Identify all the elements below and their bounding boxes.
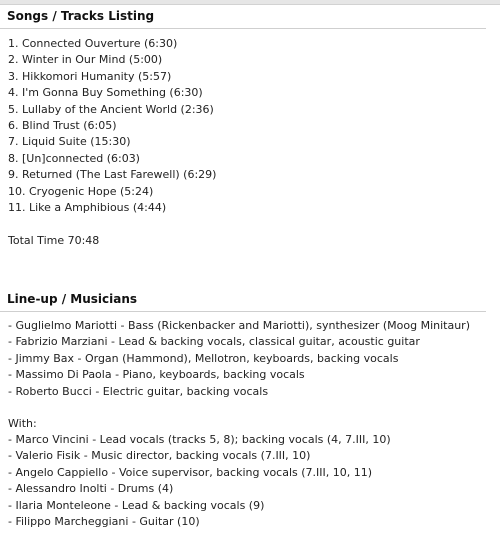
member-item: - Roberto Bucci - Electric guitar, backing vocals — [8, 384, 269, 398]
lineup-section-divider — [0, 311, 486, 312]
tracks-section-title: Songs / Tracks Listing — [7, 9, 155, 23]
track-item: 4. I'm Gonna Buy Something (6:30) — [8, 86, 203, 100]
with-label: With: — [8, 417, 37, 430]
guest-list — [8, 432, 391, 530]
track-item: 2. Winter in Our Mind (5:00) — [8, 53, 163, 67]
track-item: 9. Returned (The Last Farewell) (6:29) — [8, 168, 217, 182]
total-time: Total Time 70:48 — [8, 234, 100, 247]
guest-item: - Filippo Marcheggiani - Guitar (10) — [8, 515, 200, 529]
track-item: 7. Liquid Suite (15:30) — [8, 135, 131, 149]
track-item: 6. Blind Trust (6:05) — [8, 119, 117, 133]
track-item: 1. Connected Ouverture (6:30) — [8, 37, 178, 50]
member-item: - Guglielmo Mariotti - Bass (Rickenbacker and Mariotti), synthesizer (Moog Minitaur) — [8, 319, 470, 332]
member-item: - Jimmy Bax - Organ (Hammond), Mellotron, keyboards, backing vocals — [8, 351, 399, 365]
top-border — [0, 0, 500, 5]
guest-item: - Ilaria Monteleone - Lead & backing vocals (9) — [8, 498, 265, 512]
guest-item: - Marco Vincini - Lead vocals (tracks 5, 8); backing vocals (4, 7.III, 10) — [8, 433, 391, 446]
track-item: 5. Lullaby of the Ancient World (2:36) — [8, 102, 214, 116]
lineup-section-title: Line-up / Musicians — [7, 292, 138, 306]
track-item: 10. Cryogenic Hope (5:24) — [8, 184, 154, 198]
track-item: 11. Like a Amphibious (4:44) — [8, 201, 167, 215]
tracks-section-divider — [0, 28, 486, 29]
guest-item: - Alessandro Inolti - Drums (4) — [8, 482, 174, 496]
guest-item: - Angelo Cappiello - Voice supervisor, backing vocals (7.III, 10, 11) — [8, 465, 373, 479]
member-item: - Fabrizio Marziani - Lead & backing vocals, classical guitar, acoustic guitar — [8, 335, 420, 349]
track-item: 8. [Un]connected (6:03) — [8, 151, 140, 165]
member-list — [8, 318, 470, 400]
track-item: 3. Hikkomori Humanity (5:57) — [8, 69, 172, 83]
guest-item: - Valerio Fisik - Music director, backing vocals (7.III, 10) — [8, 449, 311, 463]
member-item: - Massimo Di Paola - Piano, keyboards, backing vocals — [8, 368, 305, 382]
track-list — [8, 36, 216, 216]
